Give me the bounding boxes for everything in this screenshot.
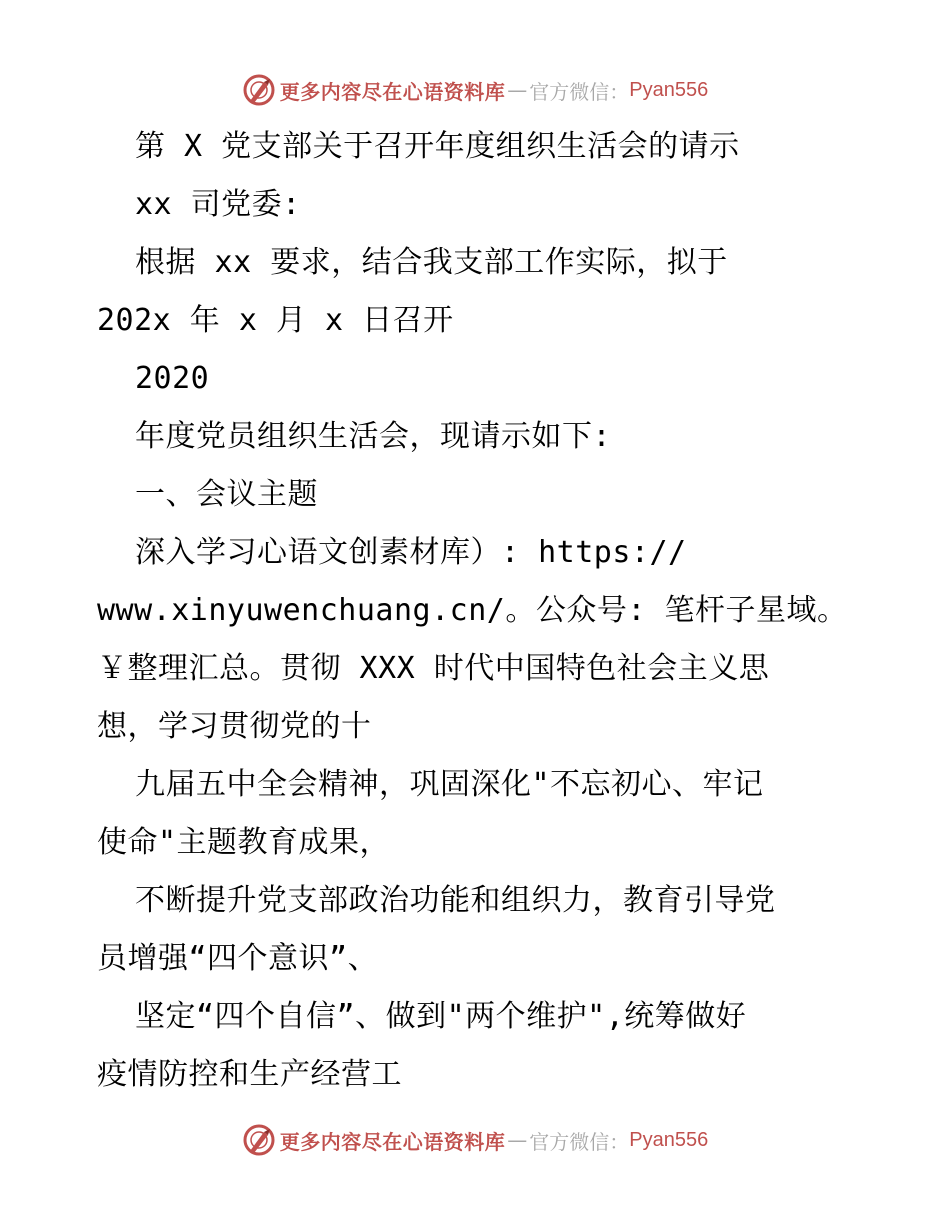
body-line: 坚定“四个自信”、做到"两个维护",统筹做好 <box>135 999 747 1034</box>
watermark-wechat-label: 官方微信： <box>529 1129 630 1154</box>
body-line: 根据 xx 要求，结合我支部工作实际，拟于 <box>135 245 728 280</box>
watermark-wechat-id: Pyan556 <box>629 78 709 101</box>
document-recipient: xx 司党委: <box>135 187 301 222</box>
body-line: 使命"主题教育成果， <box>97 825 391 860</box>
document-body <box>97 118 887 1104</box>
body-line: www.xinyuwenchuang.cn/。公众号: 笔杆子星域。 <box>97 593 848 628</box>
body-line: 疫情防控和生产经营工 <box>97 1057 402 1092</box>
body-line: 2020 <box>135 361 210 396</box>
watermark-wechat-label: 官方微信： <box>529 79 630 104</box>
header-watermark <box>0 70 950 110</box>
document-title: 第 X 党支部关于召开年度组织生活会的请示 <box>135 129 740 164</box>
body-line: 深入学习心语文创素材库）: https:// <box>135 535 687 570</box>
body-line: 九届五中全会精神，巩固深化"不忘初心、牢记 <box>135 767 764 802</box>
pen-logo-icon <box>242 73 276 107</box>
watermark-main-text: 更多内容尽在心语资料库 <box>279 79 506 104</box>
section-heading: 一、会议主题 <box>135 477 318 512</box>
body-line: 202x 年 x 月 x 日召开 <box>97 303 454 338</box>
body-line: 员增强“四个意识”、 <box>97 941 379 976</box>
watermark-separator: — <box>507 1128 528 1152</box>
watermark-separator: — <box>507 78 528 102</box>
body-line: 年度党员组织生活会，现请示如下: <box>135 419 612 454</box>
watermark-wechat-id: Pyan556 <box>629 1128 709 1151</box>
body-line: ￥整理汇总。贯彻 XXX 时代中国特色社会主义思 <box>97 651 770 686</box>
pen-logo-icon <box>242 1123 276 1157</box>
body-line: 不断提升党支部政治功能和组织力，教育引导党 <box>135 883 776 918</box>
body-line: 想，学习贯彻党的十 <box>97 709 372 744</box>
watermark-main-text: 更多内容尽在心语资料库 <box>279 1129 506 1154</box>
footer-watermark <box>0 1120 950 1160</box>
